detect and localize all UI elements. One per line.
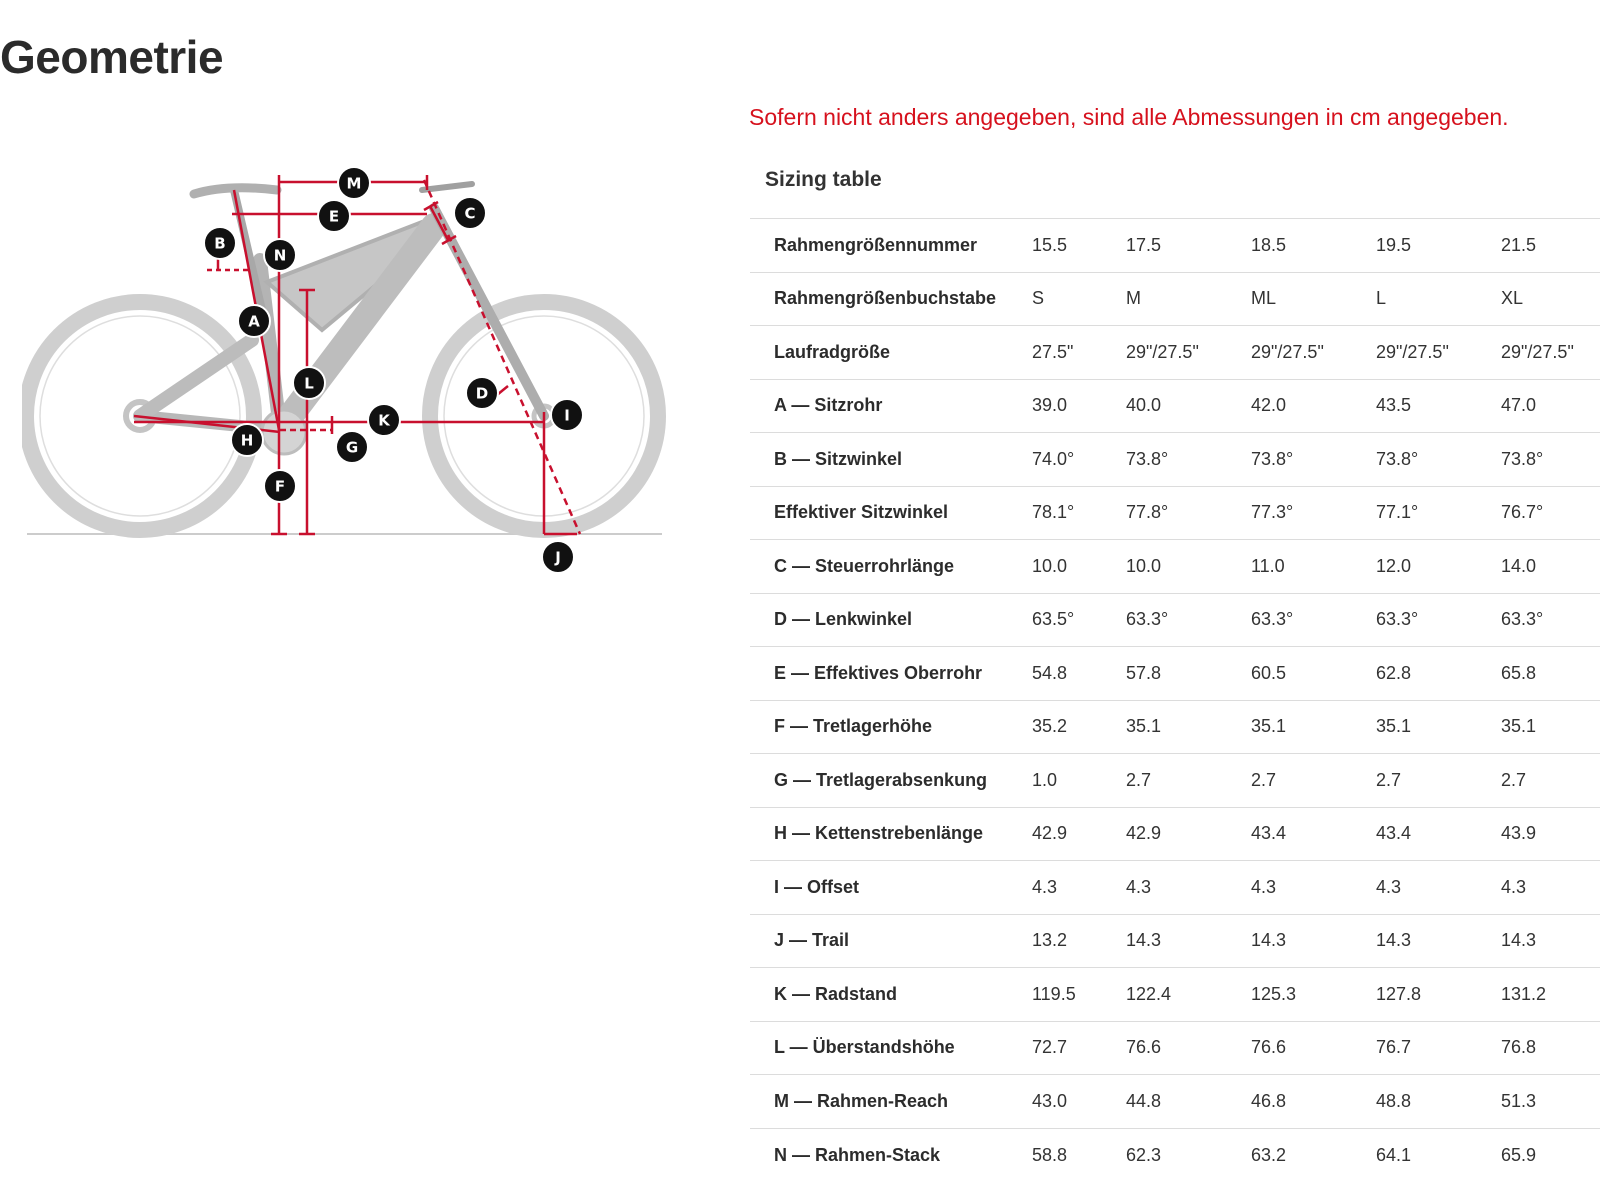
table-cell: 77.1°	[1376, 502, 1419, 523]
table-cell: 127.8	[1376, 983, 1422, 1004]
table-cell: 2.7	[1376, 769, 1402, 790]
table-cell: 43.0	[1032, 1090, 1068, 1111]
units-note: Sofern nicht anders angegeben, sind alle Abmessungen in cm angegeben.	[749, 104, 1509, 130]
table-cell: 2.7	[1501, 769, 1527, 790]
table-cell: 21.5	[1501, 234, 1537, 255]
table-cell: M	[1126, 288, 1141, 309]
table-row	[750, 754, 1600, 808]
table-cell: 77.8°	[1126, 502, 1169, 523]
table-cell: 63.3°	[1501, 609, 1544, 630]
table-cell: 51.3	[1501, 1090, 1537, 1111]
table-cell: 131.2	[1501, 983, 1547, 1004]
table-cell: 14.3	[1376, 930, 1412, 951]
row-label: N — Rahmen-Stack	[774, 1144, 941, 1165]
diagram-label-f	[264, 470, 296, 502]
table-cell: 10.0	[1126, 555, 1162, 576]
table-cell: 42.0	[1251, 395, 1287, 416]
table-cell: 62.3	[1126, 1144, 1162, 1165]
table-cell: 74.0°	[1032, 448, 1075, 469]
table-row	[750, 379, 1600, 433]
row-label: L — Überstandshöhe	[774, 1037, 955, 1058]
table-cell: 13.2	[1032, 930, 1068, 951]
table-cell: 4.3	[1501, 876, 1527, 897]
table-cell: 76.7	[1376, 1037, 1412, 1058]
table-cell: 57.8	[1126, 662, 1162, 683]
table-caption: Sizing table	[765, 168, 882, 191]
diagram-label-h	[231, 424, 263, 456]
table-cell: 63.3°	[1376, 609, 1419, 630]
row-label: J — Trail	[774, 930, 850, 951]
table-cell: 63.5°	[1032, 609, 1075, 630]
svg-text:L: L	[304, 374, 314, 393]
table-cell: 125.3	[1251, 983, 1297, 1004]
row-label: D — Lenkwinkel	[774, 609, 913, 630]
table-cell: 35.1	[1126, 716, 1162, 737]
diagram-label-k	[368, 404, 400, 436]
svg-text:H: H	[240, 431, 254, 450]
row-label: H — Kettenstrebenlänge	[774, 823, 984, 844]
diagram-label-b	[204, 227, 236, 259]
table-row	[750, 593, 1600, 647]
table-cell: 35.1	[1376, 716, 1412, 737]
table-cell: 2.7	[1126, 769, 1152, 790]
table-cell: 76.7°	[1501, 502, 1544, 523]
svg-text:M: M	[346, 174, 362, 193]
table-cell: 14.0	[1501, 555, 1537, 576]
table-cell: 14.3	[1251, 930, 1287, 951]
table-row	[750, 1128, 1600, 1182]
svg-text:F: F	[274, 477, 286, 496]
table-cell: 46.8	[1251, 1090, 1287, 1111]
table-cell: 73.8°	[1501, 448, 1544, 469]
table-cell: L	[1376, 288, 1387, 309]
table-cell: 4.3	[1251, 876, 1277, 897]
table-cell: 76.6	[1126, 1037, 1162, 1058]
table-cell: 11.0	[1251, 555, 1285, 576]
row-label: Rahmengrößennummer	[774, 234, 978, 255]
table-row	[750, 861, 1600, 915]
table-cell: 54.8	[1032, 662, 1068, 683]
svg-text:E: E	[328, 207, 340, 226]
table-cell: 122.4	[1126, 983, 1172, 1004]
table-row	[750, 1075, 1600, 1129]
row-label: F — Tretlagerhöhe	[774, 716, 933, 737]
table-row	[750, 326, 1600, 380]
table-cell: 14.3	[1501, 930, 1537, 951]
table-row	[750, 1021, 1600, 1075]
table-cell: 40.0	[1126, 395, 1162, 416]
table-cell: 29"/27.5"	[1376, 341, 1449, 362]
table-cell: 42.9	[1032, 823, 1068, 844]
row-label: I — Offset	[774, 876, 860, 897]
diagram-label-d	[466, 377, 498, 409]
diagram-label-n	[264, 239, 296, 271]
table-cell: 63.3°	[1251, 609, 1294, 630]
diagram-label-i	[551, 399, 583, 431]
table-cell: 4.3	[1376, 876, 1402, 897]
table-row	[750, 272, 1600, 326]
table-cell: 27.5"	[1032, 341, 1074, 362]
table-cell: 44.8	[1126, 1090, 1162, 1111]
table-row	[750, 700, 1600, 754]
table-row	[750, 914, 1600, 968]
svg-text:N: N	[273, 246, 287, 265]
table-cell: 2.7	[1251, 769, 1277, 790]
svg-text:D: D	[475, 384, 489, 403]
table-cell: 1.0	[1032, 769, 1058, 790]
row-label: E — Effektives Oberrohr	[774, 662, 983, 683]
table-cell: 73.8°	[1126, 448, 1169, 469]
table-cell: 43.4	[1251, 823, 1287, 844]
table-cell: 43.5	[1376, 395, 1412, 416]
table-cell: 73.8°	[1251, 448, 1294, 469]
table-cell: 4.3	[1126, 876, 1152, 897]
row-label: K — Radstand	[774, 983, 898, 1004]
table-cell: 65.9	[1501, 1144, 1537, 1165]
table-cell: 4.3	[1032, 876, 1058, 897]
table-cell: 14.3	[1126, 930, 1162, 951]
table-cell: 39.0	[1032, 395, 1068, 416]
diagram-label-l	[293, 367, 325, 399]
table-cell: ML	[1251, 288, 1277, 309]
table-row	[750, 807, 1600, 861]
table-cell: 12.0	[1376, 555, 1412, 576]
table-cell: 29"/27.5"	[1251, 341, 1324, 362]
svg-text:A: A	[248, 312, 260, 331]
row-label: Effektiver Sitzwinkel	[774, 502, 949, 523]
table-cell: 29"/27.5"	[1126, 341, 1199, 362]
row-label: B — Sitzwinkel	[774, 448, 903, 469]
table-cell: 78.1°	[1032, 502, 1075, 523]
table-row	[750, 486, 1600, 540]
diagram-label-e	[318, 200, 350, 232]
page-title: Geometrie	[0, 31, 224, 83]
table-cell: 47.0	[1501, 395, 1537, 416]
svg-text:C: C	[464, 204, 476, 223]
table-cell: 58.8	[1032, 1144, 1068, 1165]
table-cell: XL	[1501, 288, 1524, 309]
bike-silhouette	[26, 184, 658, 530]
table-cell: 72.7	[1032, 1037, 1068, 1058]
diagram-label-m	[338, 167, 370, 199]
table-cell: 65.8	[1501, 662, 1537, 683]
table-cell: 43.4	[1376, 823, 1412, 844]
row-label: Laufradgröße	[774, 341, 891, 362]
table-cell: 17.5	[1126, 234, 1162, 255]
svg-text:K: K	[378, 411, 390, 430]
svg-text:J: J	[555, 548, 561, 567]
table-cell: 19.5	[1376, 234, 1412, 255]
table-cell: 63.3°	[1126, 609, 1169, 630]
svg-text:I: I	[564, 406, 570, 425]
table-cell: 42.9	[1126, 823, 1162, 844]
sizing-table	[750, 218, 1600, 1182]
table-cell: 10.0	[1032, 555, 1068, 576]
table-cell: 29"/27.5"	[1501, 341, 1574, 362]
table-row	[750, 433, 1600, 487]
diagram-label-g	[336, 431, 368, 463]
table-cell: 76.8	[1501, 1037, 1537, 1058]
diagram-label-j	[542, 541, 574, 573]
bike-geometry-diagram	[22, 150, 682, 590]
table-cell: 35.2	[1032, 716, 1068, 737]
table-row	[750, 540, 1600, 594]
table-cell: 35.1	[1501, 716, 1537, 737]
table-cell: 43.9	[1501, 823, 1537, 844]
row-label: A — Sitzrohr	[774, 395, 883, 416]
table-cell: 73.8°	[1376, 448, 1419, 469]
svg-text:G: G	[345, 438, 359, 457]
table-cell: 63.2	[1251, 1144, 1287, 1165]
diagram-label-c	[454, 197, 486, 229]
table-cell: 48.8	[1376, 1090, 1412, 1111]
row-label: M — Rahmen-Reach	[774, 1090, 949, 1111]
table-cell: 15.5	[1032, 234, 1068, 255]
table-cell: 77.3°	[1251, 502, 1294, 523]
table-cell: 64.1	[1376, 1144, 1412, 1165]
diagram-label-a	[238, 305, 270, 337]
table-cell: 18.5	[1251, 234, 1287, 255]
table-cell: 62.8	[1376, 662, 1412, 683]
table-cell: 60.5	[1251, 662, 1287, 683]
table-cell: S	[1032, 288, 1045, 309]
table-cell: 35.1	[1251, 716, 1287, 737]
table-row	[750, 647, 1600, 701]
row-label: C — Steuerrohrlänge	[774, 555, 955, 576]
table-cell: 76.6	[1251, 1037, 1287, 1058]
svg-text:B: B	[214, 234, 226, 253]
row-label: G — Tretlagerabsenkung	[774, 769, 988, 790]
table-row	[750, 968, 1600, 1022]
row-label: Rahmengrößenbuchstabe	[774, 288, 997, 309]
table-cell: 119.5	[1032, 983, 1076, 1004]
table-row	[750, 219, 1600, 273]
